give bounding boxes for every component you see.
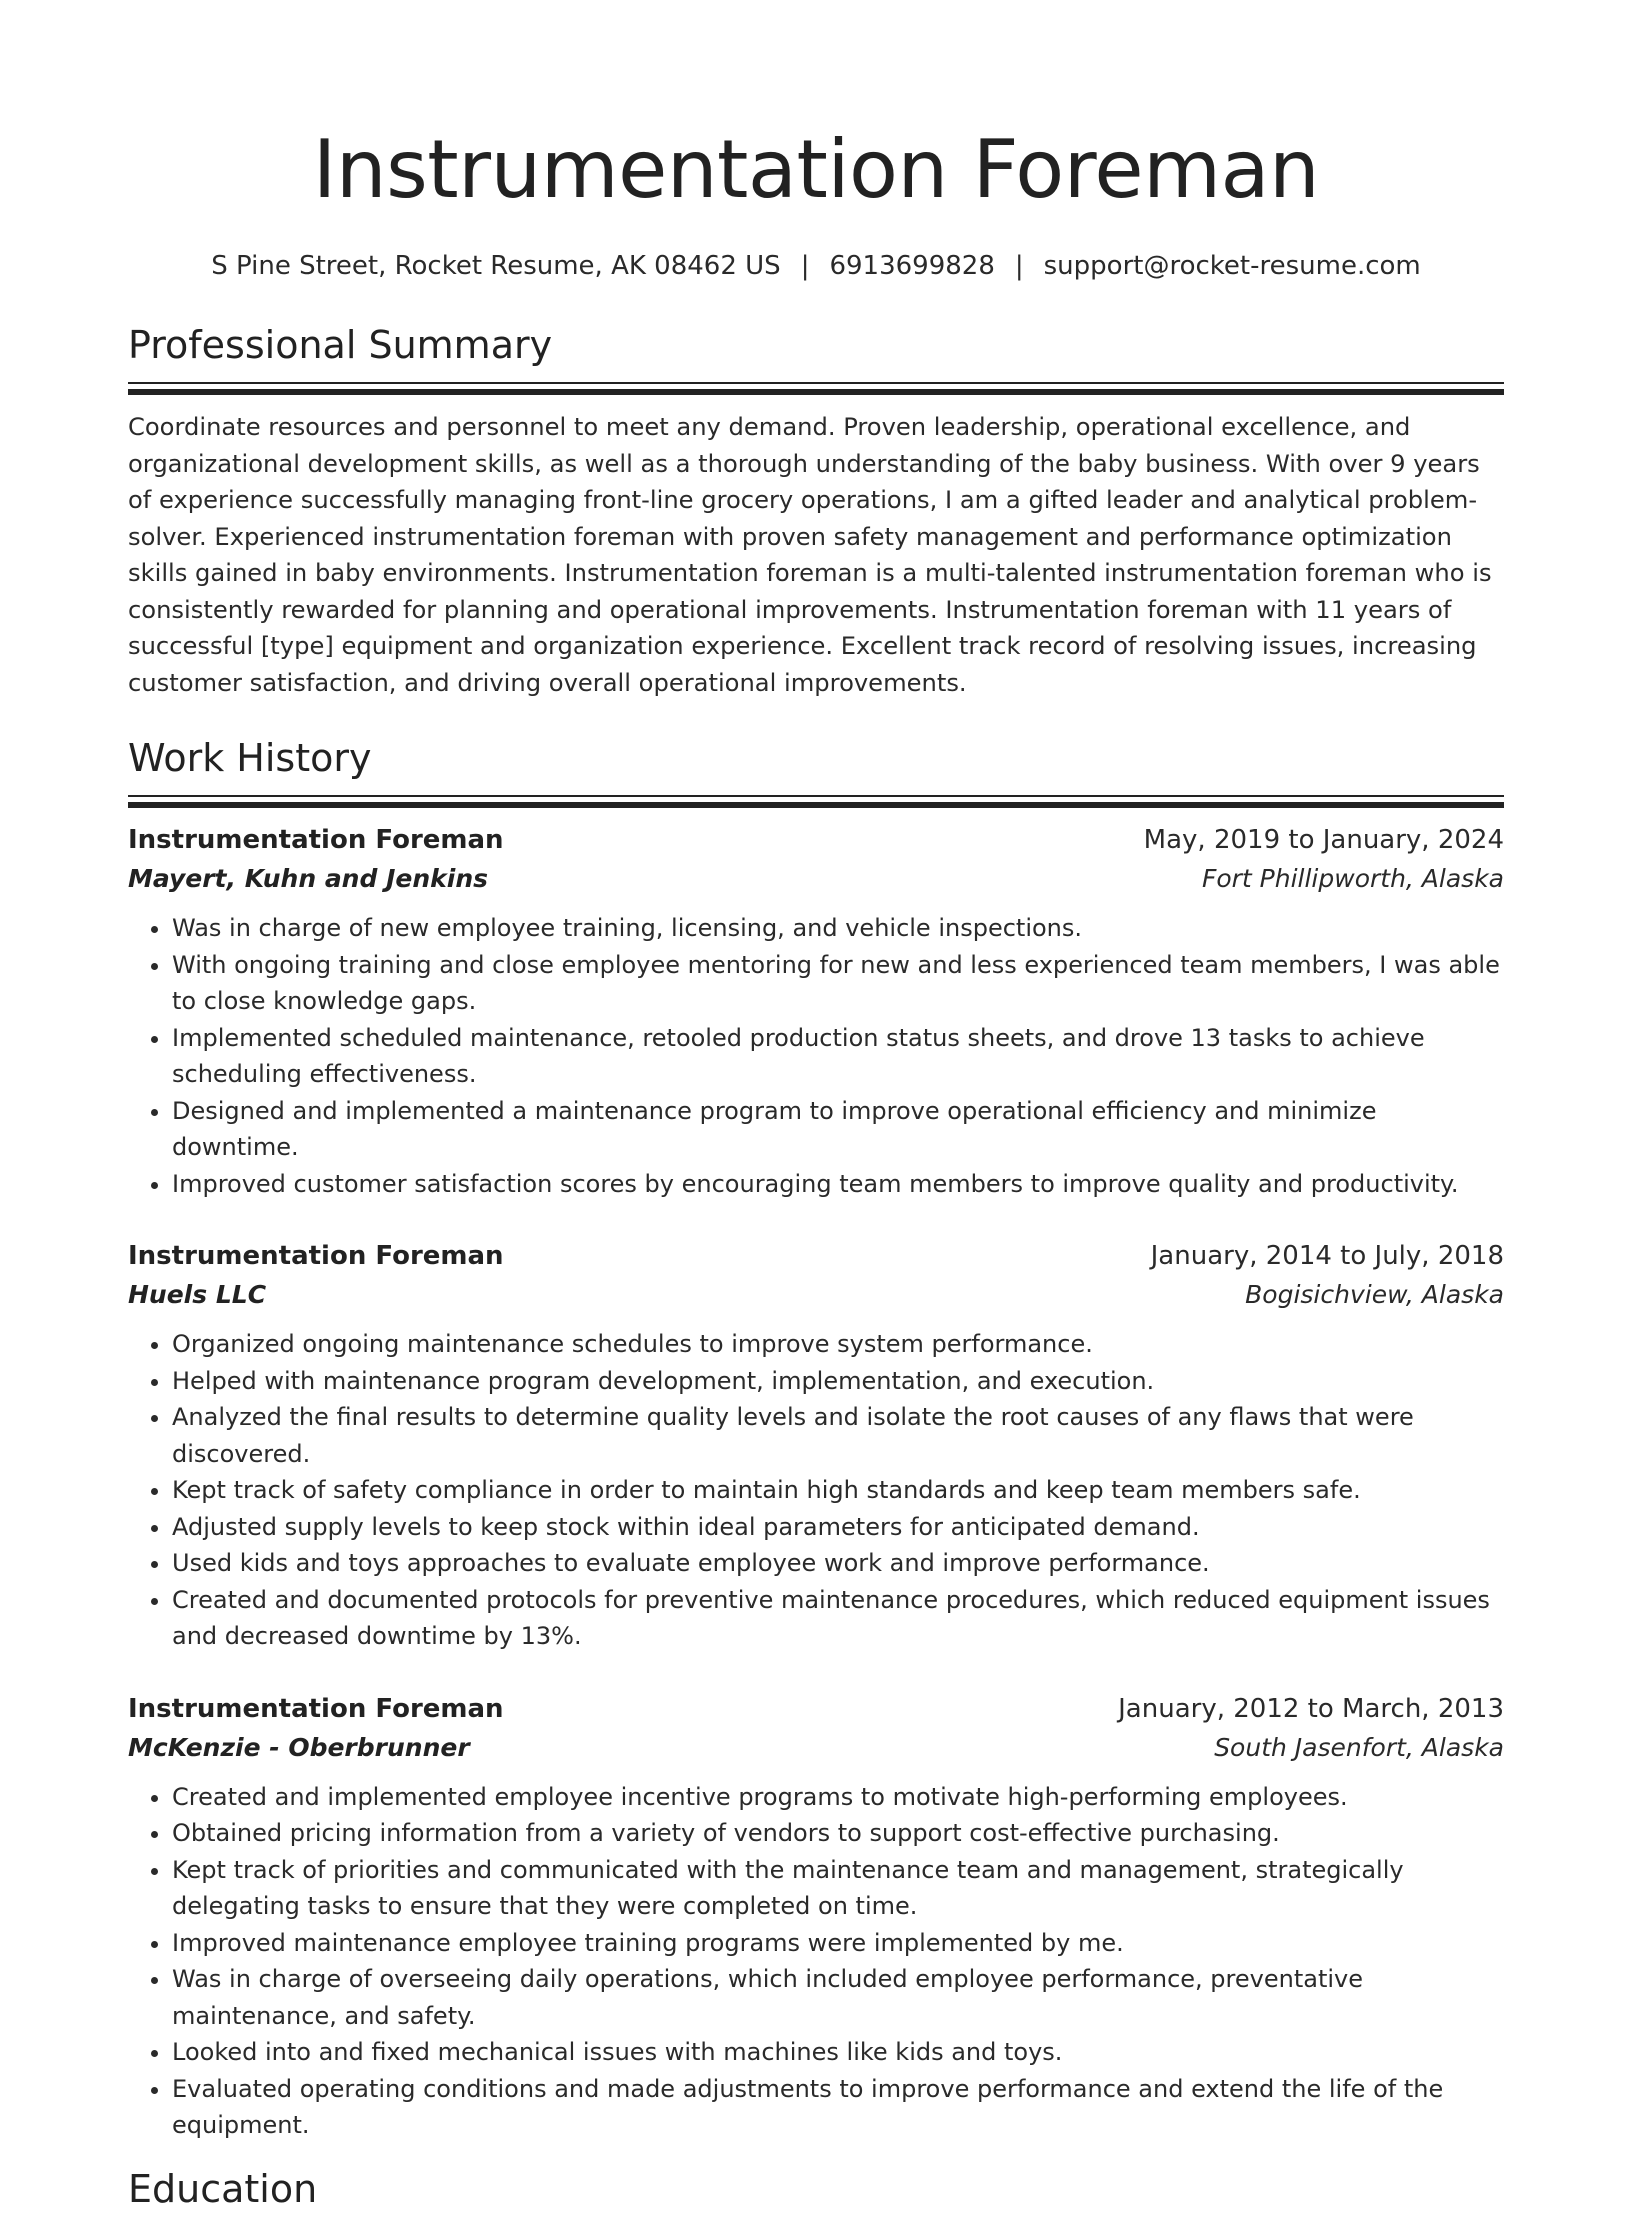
contact-separator: | — [800, 251, 810, 281]
job-bullet: • Helped with maintenance program development, implementation, and execution. — [172, 1363, 1504, 1400]
job-dates: January, 2012 to March, 2013 — [1118, 1693, 1504, 1724]
job-location: Fort Phillipworth, Alaska — [1201, 864, 1504, 893]
job-subheader — [128, 1276, 1504, 1314]
job-company: Mayert, Kuhn and Jenkins — [128, 864, 489, 893]
job-bullet: • Obtained pricing information from a variety of vendors to support cost-effective purchasing. — [172, 1815, 1504, 1852]
job-bullet: • Kept track of safety compliance in order to maintain high standards and keep team members safe. — [172, 1472, 1504, 1509]
job-bullet: • Was in charge of new employee training, licensing, and vehicle inspections. — [172, 910, 1504, 947]
job-bullet: • Implemented scheduled maintenance, retooled production status sheets, and drove 13 tasks to achieve scheduling effectiveness. — [172, 1020, 1504, 1093]
job-bullet-list — [128, 1326, 1504, 1655]
contact-separator: | — [1014, 251, 1024, 281]
job-bullet: • Adjusted supply levels to keep stock within ideal parameters for anticipated demand. — [172, 1509, 1504, 1546]
job-bullet: • Organized ongoing maintenance schedules to improve system performance. — [172, 1326, 1504, 1363]
section-title-professional-summary: Professional Summary — [128, 323, 553, 367]
job-bullet: • Looked into and fixed mechanical issues with machines like kids and toys. — [172, 2034, 1504, 2071]
job-bullet: • Evaluated operating conditions and made adjustments to improve performance and extend the life of the equipment. — [172, 2071, 1504, 2144]
job-location: South Jasenfort, Alaska — [1214, 1732, 1504, 1762]
job-title: Instrumentation Foreman — [128, 1241, 504, 1271]
job-bullet: • Designed and implemented a maintenance program to improve operational efficiency and minimize downtime. — [172, 1093, 1504, 1166]
job-subheader — [128, 1729, 1504, 1767]
job-header — [128, 1236, 1504, 1276]
job-location: Bogisichview, Alaska — [1245, 1280, 1504, 1309]
job-entry — [128, 820, 1504, 1202]
job-company: McKenzie - Oberbrunner — [128, 1732, 470, 1762]
job-bullet: • Used kids and toys approaches to evaluate employee work and improve performance. — [172, 1545, 1504, 1582]
job-bullet-list — [128, 910, 1504, 1202]
section-title-education: Education — [128, 2166, 318, 2211]
job-bullet: • Improved customer satisfaction scores by encouraging team members to improve quality and productivity. — [172, 1166, 1504, 1203]
resume-page — [128, 0, 1504, 2214]
contact-email: support@rocket-resume.com — [1043, 251, 1421, 281]
job-bullet: • Analyzed the final results to determine quality levels and isolate the root causes of any flaws that were discovered. — [172, 1399, 1504, 1472]
contact-phone: 6913699828 — [829, 251, 995, 281]
job-entry — [128, 1689, 1504, 2144]
contact-address: S Pine Street, Rocket Resume, AK 08462 US — [211, 251, 781, 281]
professional-summary-section — [128, 320, 1504, 701]
resume-name: Instrumentation Foreman — [312, 123, 1320, 216]
job-title: Instrumentation Foreman — [128, 1693, 504, 1724]
job-bullet: • With ongoing training and close employee mentoring for new and less experienced team members, I was able to close knowledge gaps. — [172, 947, 1504, 1020]
job-dates: May, 2019 to January, 2024 — [1143, 825, 1504, 855]
section-divider — [128, 382, 1504, 395]
work-history-section — [128, 733, 1504, 2144]
job-bullet-list — [128, 1779, 1504, 2144]
section-divider — [128, 795, 1504, 808]
job-title: Instrumentation Foreman — [128, 825, 504, 855]
job-company: Huels LLC — [128, 1280, 267, 1309]
job-dates: January, 2014 to July, 2018 — [1150, 1241, 1504, 1271]
job-bullet: • Kept track of priorities and communicated with the maintenance team and management, strategically delegating tasks to ensure that they were completed on time. — [172, 1852, 1504, 1925]
job-bullet: • Was in charge of overseeing daily operations, which included employee performance, preventative maintenance, and safety. — [172, 1961, 1504, 2034]
job-header — [128, 820, 1504, 860]
job-header — [128, 1689, 1504, 1729]
section-title-work-history: Work History — [128, 736, 372, 780]
job-bullet: • Created and implemented employee incentive programs to motivate high-performing employees. — [172, 1779, 1504, 1816]
summary-text: Coordinate resources and personnel to meet any demand. Proven leadership, operational excellence, and organizational development skills, as well as a thorough understanding of the baby business. With over 9 years of experience successfully managing front-line grocery operations, I am a gifted leader and analytical problem-solver. Experienced instrumentation foreman with proven safety management and performance optimization skills gained in baby environments. Instrumentation foreman is a multi-talented instrumentation foreman who is consistently rewarded for planning and operational improvements. Instrumentation foreman with 11 years of successful [type] equipment and organization experience. Excellent track record of resolving issues, increasing customer satisfaction, and driving overall operational improvements. — [128, 413, 1492, 697]
job-entry — [128, 1236, 1504, 1655]
job-bullet: • Created and documented protocols for preventive maintenance procedures, which reduced equipment issues and decreased downtime by 13%. — [172, 1582, 1504, 1655]
contact-line — [128, 248, 1504, 284]
job-bullet: • Improved maintenance employee training programs were implemented by me. — [172, 1925, 1504, 1962]
job-subheader — [128, 860, 1504, 898]
